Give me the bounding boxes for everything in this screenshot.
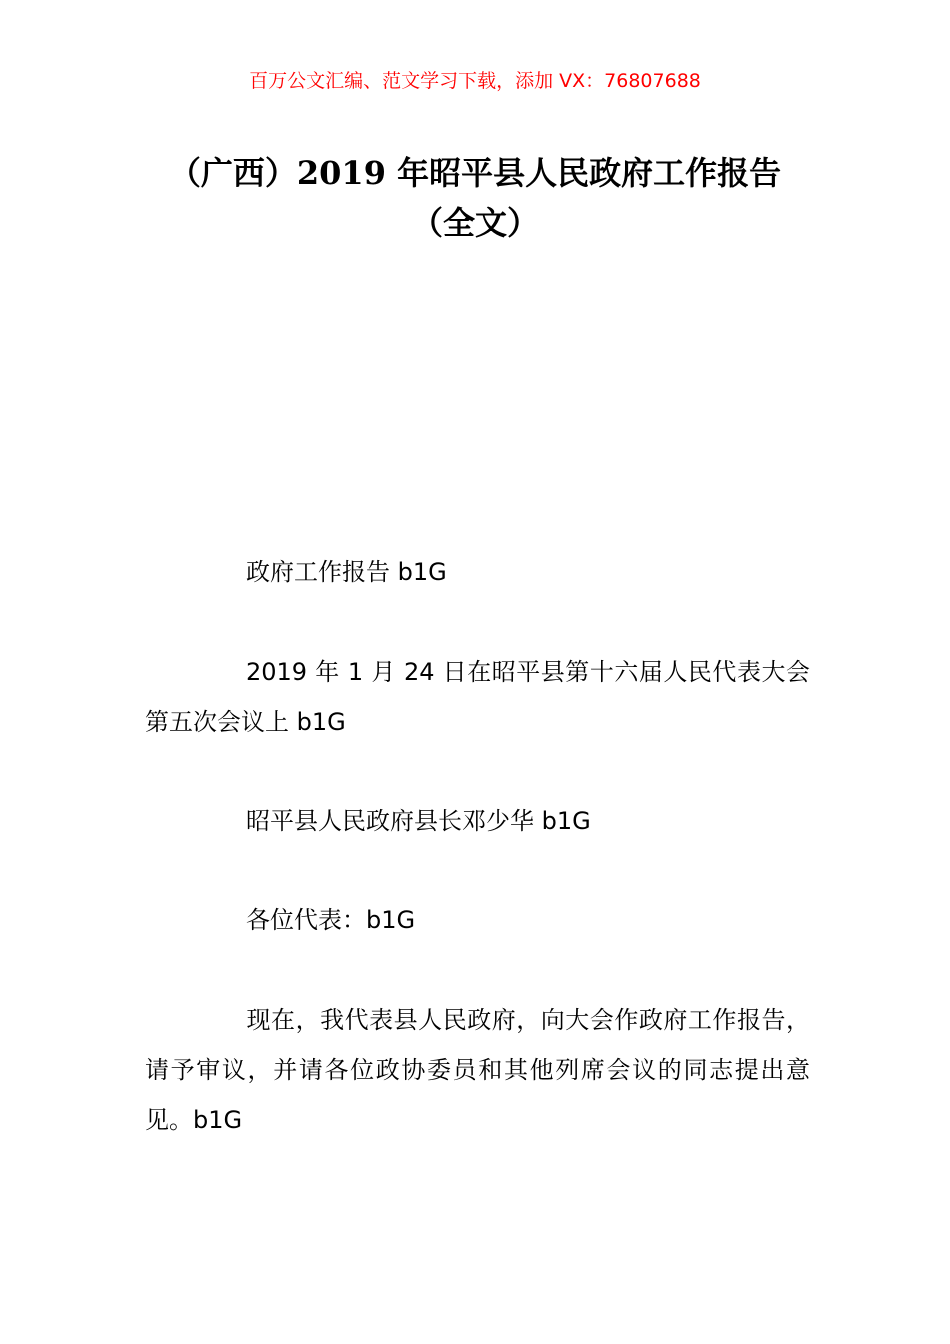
paragraph-text: 2019 年 1 月 24 日在昭平县第十六届人民代表大会第五次会议上 b1G [145, 658, 810, 736]
paragraph-salutation [145, 895, 810, 945]
document-title: （广西）2019 年昭平县人民政府工作报告（全文） [168, 154, 782, 242]
paragraph-text: 现在，我代表县人民政府，向大会作政府工作报告，请予审议，并请各位政协委员和其他列席会议的同志提出意见。b1G [145, 1006, 810, 1134]
paragraph-meeting-date [145, 647, 810, 747]
header-watermark-note: 百万公文汇编、范文学习下载，添加 VX：76807688 [249, 70, 701, 92]
paragraph-text: 昭平县人民政府县长邓少华 b1G [246, 807, 591, 835]
paragraph-text: 各位代表：b1G [246, 906, 416, 934]
paragraph-text: 政府工作报告 b1G [246, 558, 447, 586]
paragraph-report-label [145, 547, 810, 597]
paragraph-opening [145, 995, 810, 1145]
paragraph-speaker [145, 796, 810, 846]
